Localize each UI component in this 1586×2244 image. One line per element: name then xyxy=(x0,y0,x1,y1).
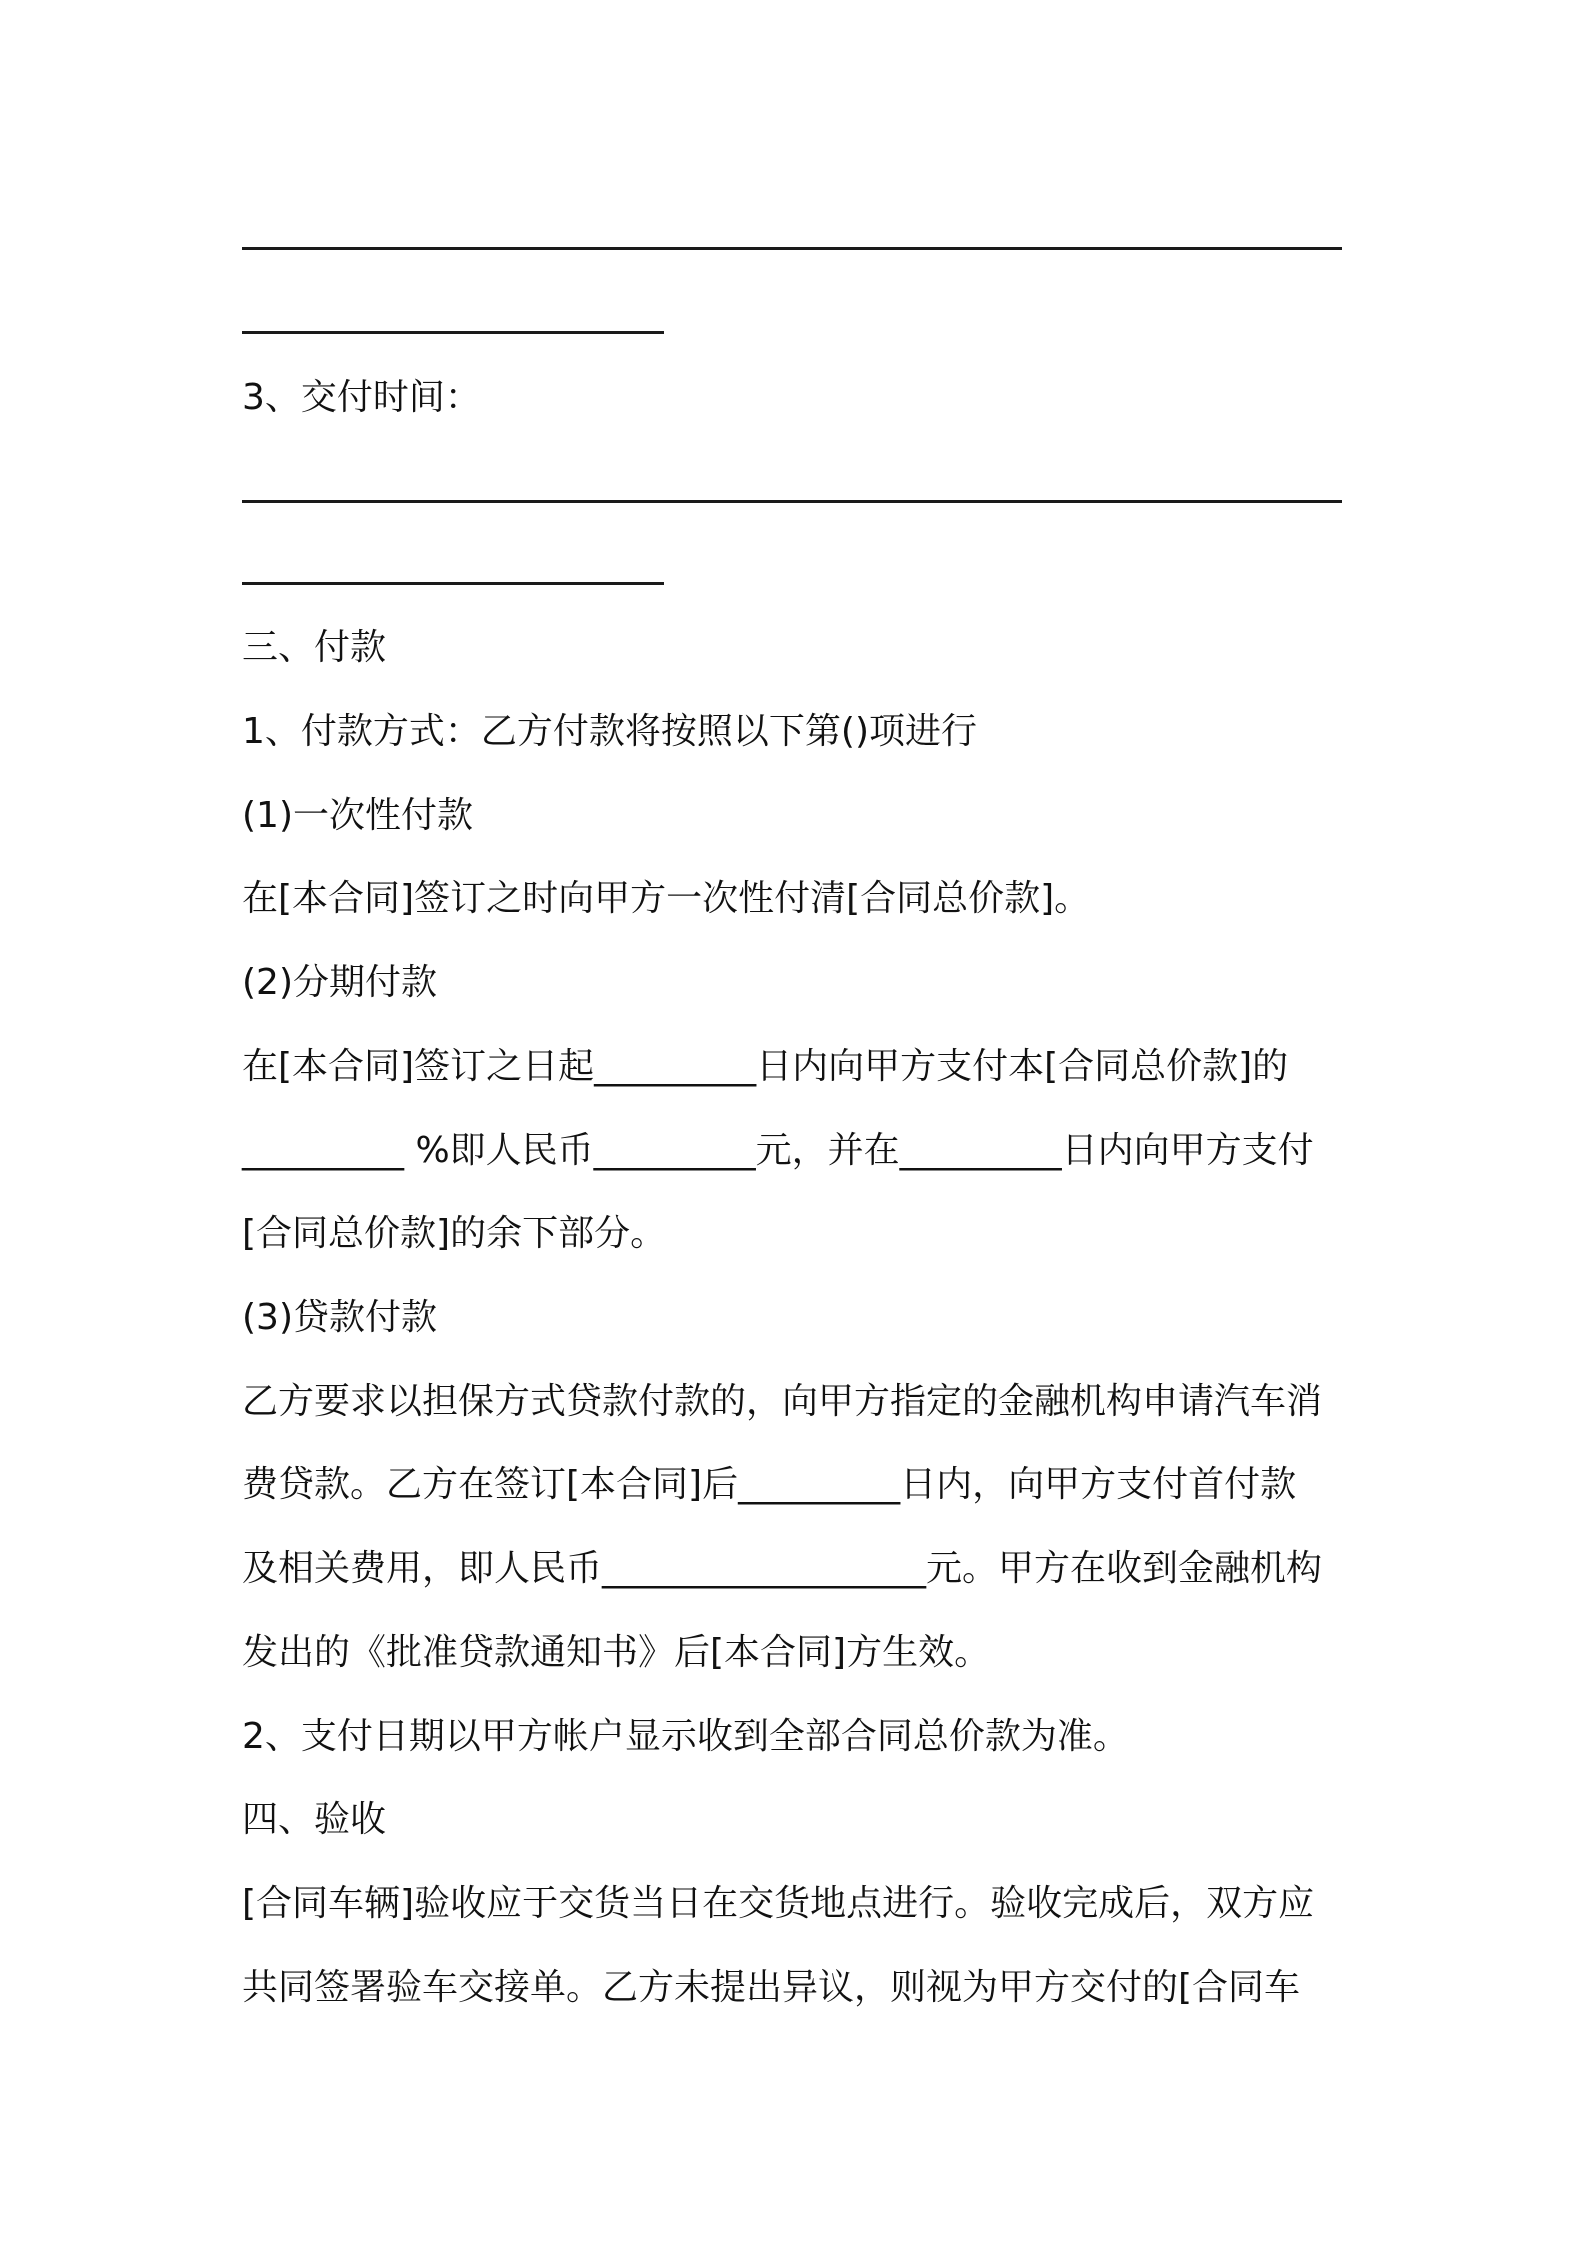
blank-line-3 xyxy=(242,500,1342,503)
loan-text-line-3: 及相关费用，即人民币__________________元。甲方在收到金融机构 xyxy=(242,1548,1323,1589)
lump-sum-heading: (1)一次性付款 xyxy=(242,795,473,836)
installment-text-line-2: _________ %即人民币_________元，并在_________日内向甲方支付 xyxy=(242,1130,1314,1171)
acceptance-text-line-2: 共同签署验车交接单。乙方未提出异议，则视为甲方交付的[合同车 xyxy=(242,1967,1301,2008)
loan-text-line-1: 乙方要求以担保方式贷款付款的，向甲方指定的金融机构申请汽车消 xyxy=(242,1381,1323,1422)
installment-text-line-3: [合同总价款]的余下部分。 xyxy=(242,1213,667,1254)
payment-method-item: 1、付款方式：乙方付款将按照以下第()项进行 xyxy=(242,711,977,752)
lump-sum-text: 在[本合同]签订之时向甲方一次性付清[合同总价款]。 xyxy=(242,878,1091,919)
section-heading-acceptance: 四、验收 xyxy=(242,1799,387,1840)
payment-date-item: 2、支付日期以甲方帐户显示收到全部合同总价款为准。 xyxy=(242,1716,1129,1757)
loan-heading: (3)贷款付款 xyxy=(242,1297,437,1338)
acceptance-text-line-1: [合同车辆]验收应于交货当日在交货地点进行。验收完成后，双方应 xyxy=(242,1883,1315,1924)
blank-line-1 xyxy=(242,247,1342,250)
blank-line-2 xyxy=(242,331,664,334)
loan-text-line-2: 费贷款。乙方在签订[本合同]后_________日内，向甲方支付首付款 xyxy=(242,1464,1297,1505)
blank-line-4 xyxy=(242,582,664,585)
section-heading-payment: 三、付款 xyxy=(242,627,387,668)
installment-text-line-1: 在[本合同]签订之日起_________日内向甲方支付本[合同总价款]的 xyxy=(242,1046,1289,1087)
loan-text-line-4: 发出的《批准贷款通知书》后[本合同]方生效。 xyxy=(242,1632,991,1673)
delivery-time-label: 3、交付时间： xyxy=(242,377,481,418)
installment-heading: (2)分期付款 xyxy=(242,962,437,1003)
